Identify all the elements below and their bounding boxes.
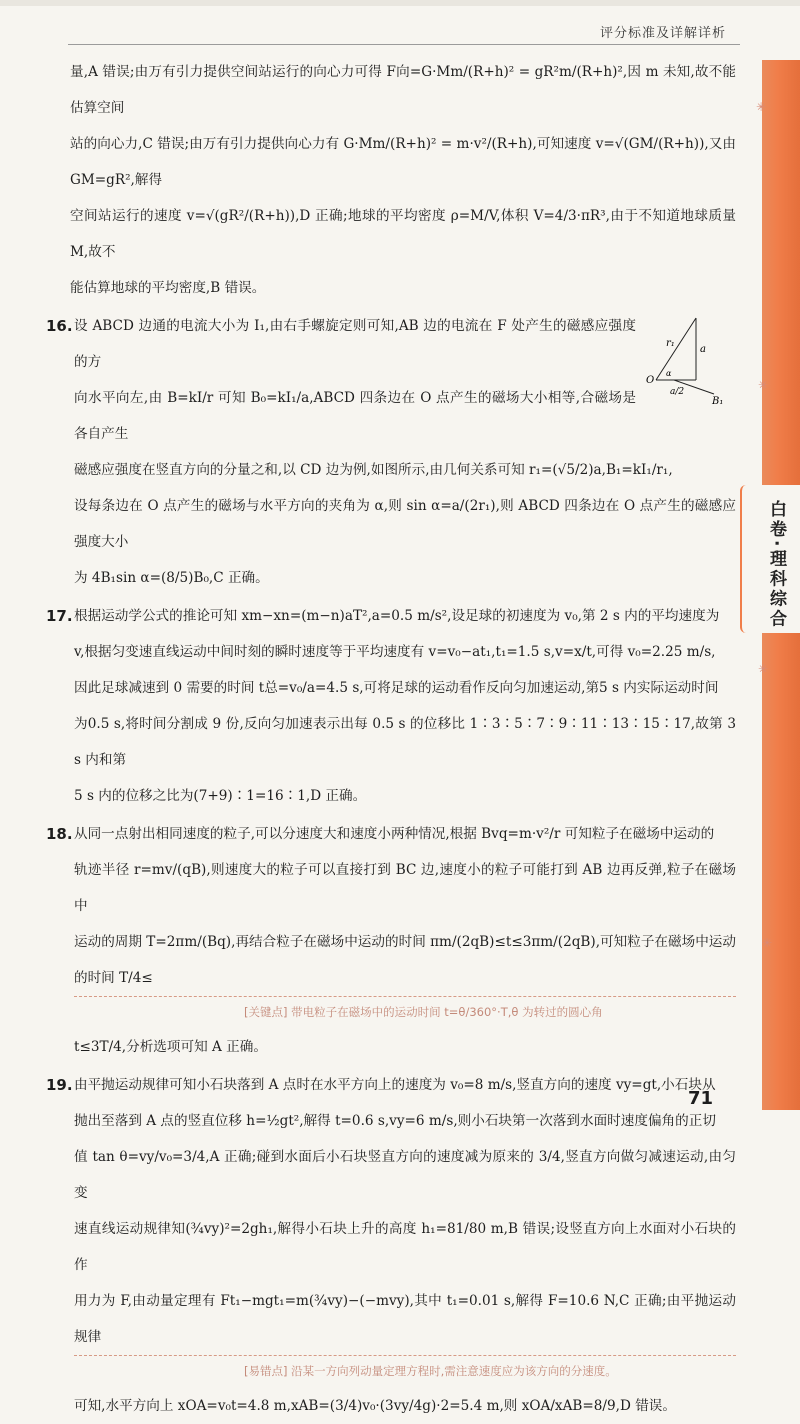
- label-r1: r₁: [666, 338, 675, 349]
- intro-line: 能估算地球的平均密度,B 错误。: [70, 280, 266, 296]
- question-number: 17.: [46, 607, 73, 625]
- header-title: 评分标准及详解详析: [599, 26, 726, 41]
- key-point-note: [关键点] 带电粒子在磁场中的运动时间 t=θ/360°·T,θ 为转过的圆心角: [244, 1005, 603, 1019]
- page-top-edge: [0, 0, 800, 6]
- intro-block: [46, 54, 736, 306]
- label-a: a: [700, 344, 706, 355]
- answer-line: 磁感应强度在竖直方向的分量之和,以 CD 边为例,如图所示,由几何关系可知 r₁=(√5/2)a,B₁=kI₁/r₁,: [74, 462, 673, 478]
- side-tab-label: 白卷·理科综合: [766, 500, 786, 630]
- answer-line: 为 4B₁sin α=(8/5)B₀,C 正确。: [74, 570, 269, 586]
- triangle-diagram: [646, 310, 730, 406]
- margin-mark-icon: ✳: [756, 100, 767, 114]
- question-16: [46, 308, 736, 596]
- answer-line: 为0.5 s,将时间分割成 9 份,反向匀加速表示出每 0.5 s 的位移比 1∶3∶5∶7∶9∶11∶13∶15∶17,故第 3 s 内和第: [74, 716, 736, 768]
- margin-mark-icon: ✳: [758, 662, 769, 676]
- intro-line: 站的向心力,C 错误;由万有引力提供向心力有 G·Mm/(R+h)² = m·v²/(R+h),可知速度 v=√(GM/(R+h)),又由 GM=gR²,解得: [70, 136, 736, 188]
- margin-mark-icon: ✳: [758, 378, 769, 392]
- answer-line: 轨迹半径 r=mv/(qB),则速度大的粒子可以直接打到 BC 边,速度小的粒子可能打到 AB 边再反弹,粒子在磁场中: [74, 862, 736, 914]
- answer-line: 设每条边在 O 点产生的磁场与水平方向的夹角为 α,则 sin α=a/(2r₁),则 ABCD 四条边在 O 点产生的磁感应强度大小: [74, 498, 736, 550]
- answer-line: 从同一点射出相同速度的粒子,可以分速度大和速度小两种情况,根据 Bvq=m·v²/r 可知粒子在磁场中运动的: [74, 826, 715, 842]
- page-number: 71: [688, 1088, 714, 1109]
- answer-line: 抛出至落到 A 点的竖直位移 h=½gt²,解得 t=0.6 s,vy=6 m/s,则小石块第一次落到水面时速度偏角的正切: [74, 1113, 716, 1129]
- question-19: [46, 1067, 736, 1424]
- margin-mark-icon: ✳: [762, 936, 773, 950]
- answer-line: 运动的周期 T=2πm/(Bq),再结合粒子在磁场中运动的时间 πm/(2qB)≤t≤3πm/(2qB),可知粒子在磁场中运动的时间 T/4≤: [74, 924, 736, 997]
- answer-content: [46, 54, 736, 1424]
- label-half-a: a/2: [670, 387, 685, 397]
- question-body: [74, 308, 736, 596]
- answer-line: t≤3T/4,分析选项可知 A 正确。: [74, 1039, 267, 1055]
- label-o: O: [646, 375, 655, 386]
- answer-line: 根据运动学公式的推论可知 xm−xn=(m−n)aT²,a=0.5 m/s²,设足球的初速度为 v₀,第 2 s 内的平均速度为: [74, 608, 720, 624]
- question-body: [74, 1067, 736, 1424]
- answer-line: 速直线运动规律知(¾vy)²=2gh₁,解得小石块上升的高度 h₁=81/80 m,B 错误;设竖直方向上水面对小石块的作: [74, 1221, 736, 1273]
- question-body: [74, 816, 736, 1065]
- header-rule: [68, 44, 740, 45]
- answer-line: 值 tan θ=vy/v₀=3/4,A 正确;碰到水面后小石块竖直方向的速度减为原来的 3/4,竖直方向做匀减速运动,由匀变: [74, 1149, 736, 1201]
- question-number: 19.: [46, 1076, 73, 1094]
- question-18: [46, 816, 736, 1065]
- intro-line: 量,A 错误;由万有引力提供空间站运行的向心力可得 F向=G·Mm/(R+h)² = gR²m/(R+h)²,因 m 未知,故不能估算空间: [70, 64, 736, 116]
- answer-line: v,根据匀变速直线运动中间时刻的瞬时速度等于平均速度有 v=v₀−at₁,t₁=1.5 s,v=x/t,可得 v₀=2.25 m/s,: [74, 644, 716, 660]
- answer-line: 向水平向左,由 B=kI/r 可知 B₀=kI₁/a,ABCD 四条边在 O 点产生的磁场大小相等,合磁场是各自产生: [74, 390, 636, 442]
- answer-line: 用力为 F,由动量定理有 Ft₁−mgt₁=m(¾vy)−(−mvy),其中 t₁=0.01 s,解得 F=10.6 N,C 正确;由平抛运动规律: [74, 1283, 736, 1356]
- intro-line: 空间站运行的速度 v=√(gR²/(R+h)),D 正确;地球的平均密度 ρ=M/V,体积 V=4/3·πR³,由于不知道地球质量 M,故不: [70, 208, 736, 260]
- label-b1: B₁: [712, 396, 724, 406]
- question-number: 16.: [46, 317, 73, 335]
- answer-line: 5 s 内的位移之比为(7+9)∶1=16∶1,D 正确。: [74, 788, 367, 804]
- question-number: 18.: [46, 825, 73, 843]
- answer-line: 由平抛运动规律可知小石块落到 A 点时在水平方向上的速度为 v₀=8 m/s,竖直方向的速度 vy=gt,小石块从: [74, 1077, 716, 1093]
- question-17: [46, 598, 736, 814]
- error-prone-note: [易错点] 沿某一方向列动量定理方程时,需注意速度应为该方向的分速度。: [244, 1364, 617, 1378]
- label-alpha: α: [666, 369, 672, 378]
- answer-line: 因此足球减速到 0 需要的时间 t总=v₀/a=4.5 s,可将足球的运动看作反向匀加速运动,第5 s 内实际运动时间: [74, 680, 719, 696]
- answer-line: 设 ABCD 边通的电流大小为 I₁,由右手螺旋定则可知,AB 边的电流在 F 处产生的磁感应强度的方: [74, 318, 636, 370]
- answer-line: 可知,水平方向上 xOA=v₀t=4.8 m,xAB=(3/4)v₀·(3vy/4g)·2=5.4 m,则 xOA/xAB=8/9,D 错误。: [74, 1398, 676, 1414]
- question-body: [74, 598, 736, 814]
